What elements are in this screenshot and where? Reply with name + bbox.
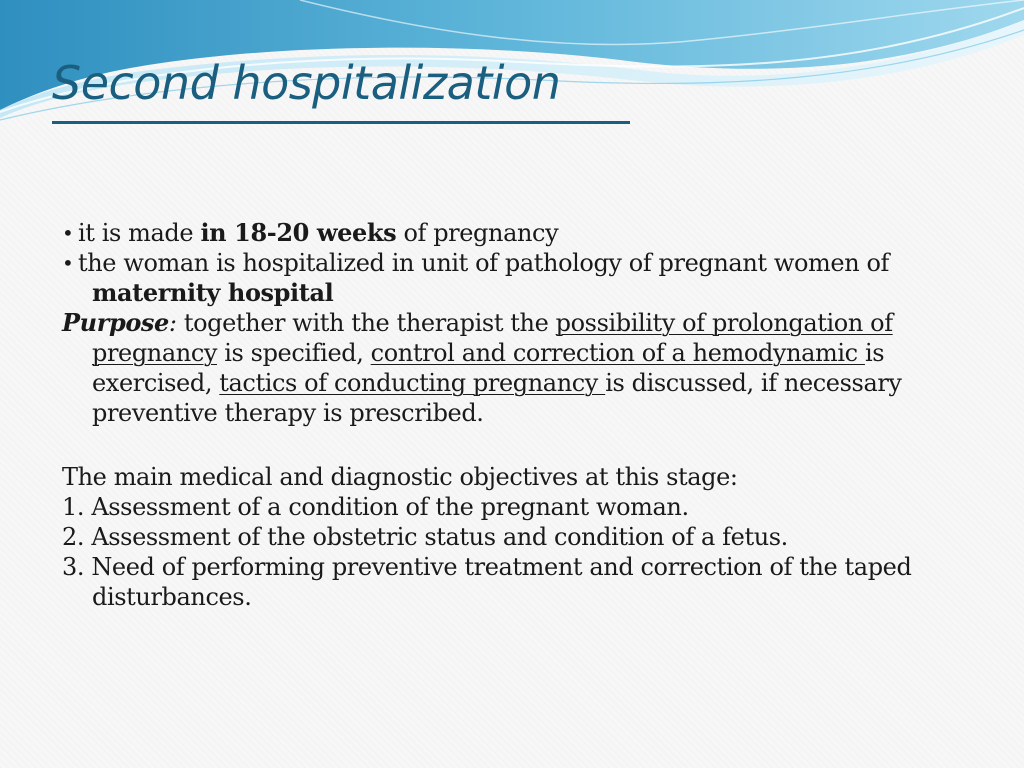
slide-body bbox=[62, 218, 962, 612]
bullet-item: • it is made in 18-20 weeks of pregnancy bbox=[62, 218, 559, 247]
bullet-item: • the woman is hospitalized in unit of pathology of pregnant women of maternity hospital bbox=[62, 249, 890, 307]
bullet-dot-icon: • bbox=[62, 221, 74, 245]
bullet-dot-icon: • bbox=[62, 251, 74, 275]
underlined-phrase: possibility of prolongation of pregnancy bbox=[92, 309, 893, 367]
purpose-paragraph: Purpose: together with the therapist the possibility of prolongation of pregnancy is specified, control and correction of a hemodynamic is exercised, tactics of conducting pregnancy is discussed, if necessary preventive therapy is prescribed. bbox=[62, 308, 902, 427]
underlined-phrase: control and correction of a hemodynamic bbox=[370, 339, 865, 367]
underlined-phrase: tactics of conducting pregnancy bbox=[219, 369, 606, 397]
purpose-label: Purpose bbox=[62, 308, 169, 337]
objective-item: 2. Assessment of the obstetric status and condition of a fetus. bbox=[62, 523, 788, 551]
title-underline bbox=[52, 121, 630, 124]
objective-item: 1. Assessment of a condition of the pregnant woman. bbox=[62, 493, 689, 521]
objective-item: 3. Need of performing preventive treatment and correction of the taped disturbances. bbox=[62, 553, 912, 611]
objectives-heading: The main medical and diagnostic objectives at this stage: bbox=[62, 463, 738, 491]
slide-title: Second hospitalization bbox=[52, 56, 561, 110]
